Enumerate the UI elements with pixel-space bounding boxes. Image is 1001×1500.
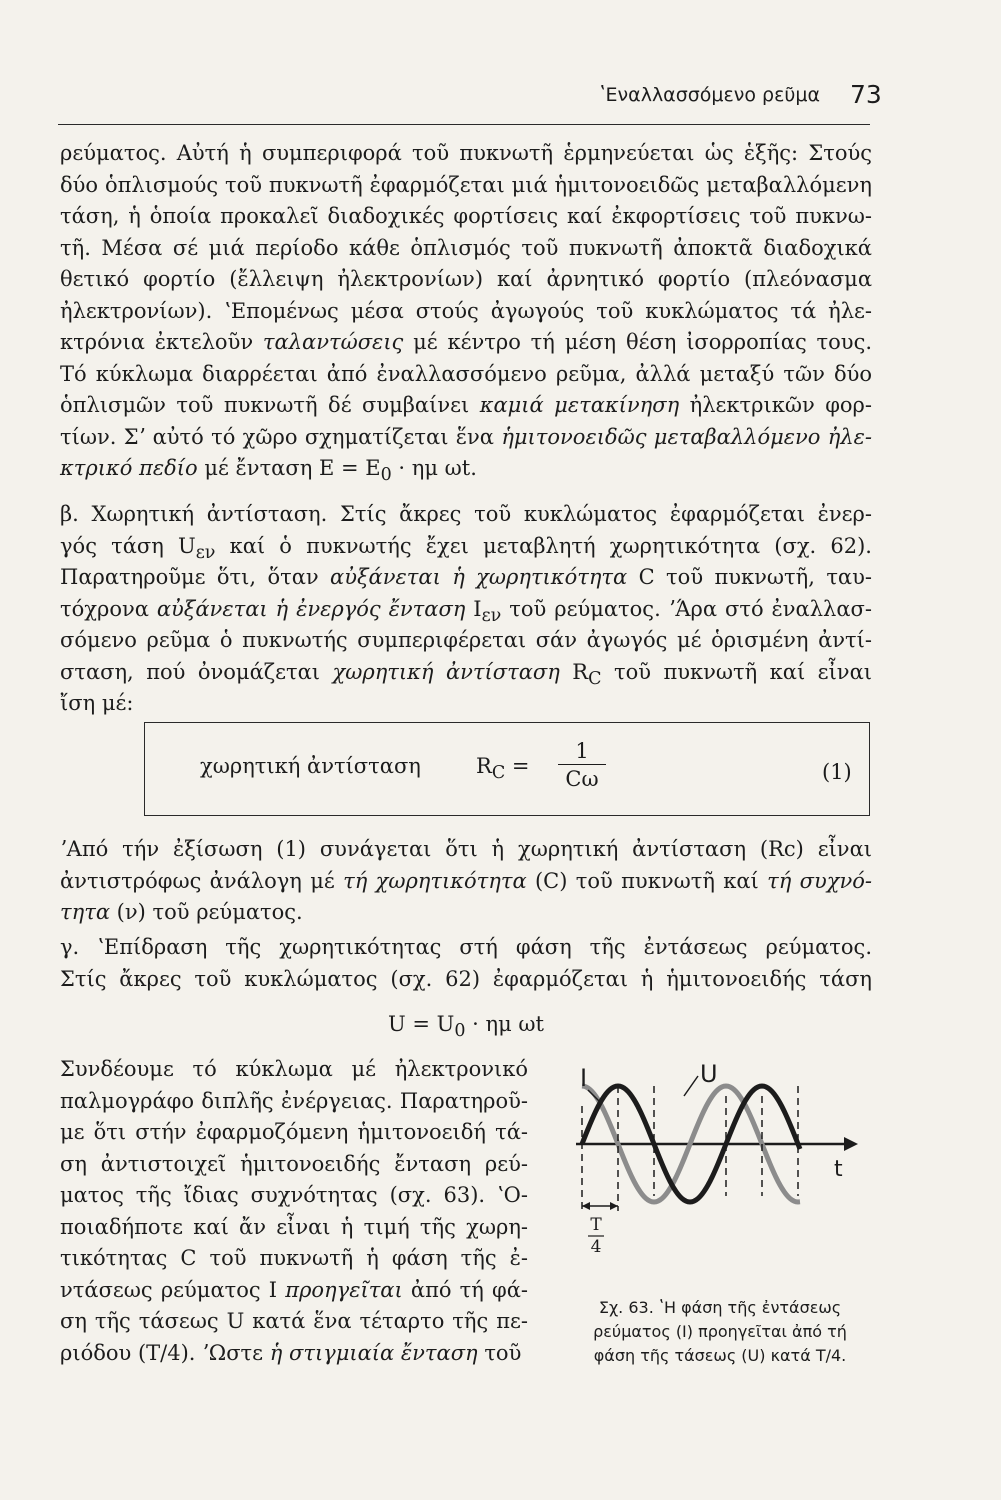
text-line: τάση, ἡ ὁποία προκαλεῖ διαδοχικές φορτίσεις καί ἐκφορτίσεις τοῦ πυκνω-	[60, 204, 872, 228]
text-line: ση τῆς τάσεως U κατά ἕνα τέταρτο τῆς πε-	[60, 1309, 528, 1333]
fraction-bar	[558, 764, 606, 765]
marker-arrow-right	[610, 1202, 618, 1210]
text-line: ἴση μέ:	[60, 691, 134, 715]
fraction-4: 4	[590, 1237, 602, 1257]
text-line: ματος τῆς ἴδιας συχνότητας (σχ. 63). ʽΟ-	[60, 1183, 528, 1207]
text-line: κτρόνια ἐκτελοῦν ταλαντώσεις μέ κέντρο τή μέση θέση ἰσορροπίας τους.	[60, 330, 873, 354]
text-line: ποιαδήποτε καί ἄν εἶναι ἡ τιμή τῆς χωρη-	[60, 1214, 528, 1239]
numerator: 1	[575, 739, 589, 763]
text-line: Στίς ἄκρες τοῦ κυκλώματος (σχ. 62) ἐφαρμόζεται ἡ ἡμιτονοειδής τάση	[60, 966, 872, 991]
figure-caption-line: ρεύματος (I) προηγεῖται ἀπό τή	[593, 1322, 847, 1341]
text-line: γός τάση $U_{\varepsilon\nu}$ καί ὁ πυκνωτής ἔχει μεταβλητή χωρητικότητα (σχ. 62).	[60, 533, 872, 563]
equation-label: χωρητική ἀντίσταση	[200, 754, 421, 778]
page-number: 73	[850, 80, 882, 109]
text-line: τίων. Σʼ αὐτό τό χῶρο σχηματίζεται ἕνα ἡμιτονοειδῶς μεταβαλλόμενο ἠλε-	[60, 424, 872, 449]
text-line: σταση, πού ὀνομάζεται χωρητική ἀντίσταση $R_C$ τοῦ πυκνωτῆ καί εἶναι	[60, 659, 872, 689]
running-header-title: ʽΕναλλασσόμενο ρεῦμα	[599, 84, 820, 106]
label-current-I: I	[580, 1064, 588, 1092]
denominator: Cω	[565, 767, 599, 791]
figure-caption-line: Σχ. 63. ʽΗ φάση τῆς ἐντάσεως	[598, 1298, 842, 1317]
text-line: τόχρονα αὐξάνεται ἡ ἐνεργός ἔνταση $I_{\varepsilon\nu}$ τοῦ ρεύματος. ʼΆρα στό ἐναλλασ-	[60, 596, 872, 626]
label-U-leader	[684, 1076, 698, 1096]
equation-lhs: $R_C$ =	[476, 754, 530, 784]
text-line: Συνδέουμε τό κύκλωμα μέ ἠλεκτρονικό	[60, 1057, 528, 1081]
text-line: ντάσεως ρεύματος I προηγεῖται ἀπό τή φά-	[60, 1277, 528, 1302]
figure-63-phase-diagram	[560, 1046, 870, 1286]
text-line: Τό κύκλωμα διαρρέεται ἀπό ἐναλλασσόμενο ρεῦμα, ἀλλά μεταξύ τῶν δύο	[60, 361, 872, 386]
label-time-t: t	[834, 1157, 843, 1182]
text-line: με ὅτι στήν ἐφαρμοζόμενη ἡμιτονοειδή τά-	[60, 1120, 528, 1144]
text-line: ρεύματος. Αὐτή ἡ συμπεριφορά τοῦ πυκνωτῆ ἑρμηνεύεται ὡς ἑξῆς: Στούς	[60, 141, 872, 165]
section-heading-b: β. Χωρητική ἀντίσταση. Στίς ἄκρες τοῦ κυκλώματος ἐφαρμόζεται ἐνερ-	[60, 502, 872, 526]
header-rule	[58, 124, 870, 125]
text-line: παλμογράφο διπλῆς ἐνέργειας. Παρατηροῦ-	[60, 1088, 528, 1113]
marker-arrow-left	[582, 1202, 590, 1210]
text-line: ὁπλισμῶν τοῦ πυκνωτῆ δέ συμβαίνει καμιά μετακίνηση ἠλεκτρικῶν φορ-	[60, 393, 872, 417]
text-line: ἠλεκτρονίων). ʽΕπομένως μέσα στούς ἀγωγούς τοῦ κυκλώματος τά ἠλε-	[60, 298, 872, 323]
equation-number: (1)	[822, 760, 852, 784]
text-line: τῆ. Μέσα σέ μιά περίοδο κάθε ὁπλισμός τοῦ πυκνωτῆ ἀποκτᾶ διαδοχικά	[60, 235, 872, 260]
text-line: σόμενο ρεῦμα ὁ πυκνωτής συμπεριφέρεται σάν ἀγωγός μέ ὁρισμένη ἀντί-	[60, 628, 872, 652]
text-line: δύο ὁπλισμούς τοῦ πυκνωτῆ ἐφαρμόζεται μιά ἡμιτονοειδῶς μεταβαλλόμενη	[60, 172, 872, 197]
text-line: θετικό φορτίο (ἔλλειψη ἠλεκτρονίων) καί ἀρνητικό φορτίο (πλεόνασμα	[60, 267, 872, 291]
fraction-T: T	[590, 1215, 602, 1235]
text-line: ριόδου (Τ/4). ʼΩστε ἡ στιγμιαία ἔνταση τοῦ	[60, 1340, 522, 1365]
figure-caption-line: φάση τῆς τάσεως (U) κατά Τ/4.	[593, 1346, 847, 1365]
equation-fraction	[558, 740, 606, 791]
text-line: κτρικό πεδίο μέ ἔνταση $E = E_0 \cdot \eta\mu$ ωt.	[60, 456, 477, 486]
text-line: τικότητας C τοῦ πυκνωτῆ ἡ φάση τῆς ἐ-	[60, 1246, 528, 1270]
text-line: ση ἀντιστοιχεῖ ἡμιτονοειδής ἔνταση ρεύ-	[60, 1151, 528, 1176]
voltage-formula: $U = U_0 \cdot \eta\mu$ ωt	[388, 1012, 544, 1042]
time-axis-arrow	[844, 1137, 858, 1151]
text-line: Παρατηροῦμε ὅτι, ὅταν αὐξάνεται ἡ χωρητικότητα C τοῦ πυκνωτῆ, ταυ-	[60, 565, 872, 589]
text-line: ʼΑπό τήν ἐξίσωση (1) συνάγεται ὅτι ἡ χωρητική ἀντίσταση (Rc) εἶναι	[60, 837, 872, 861]
section-heading-c: γ. ʽΕπίδραση τῆς χωρητικότητας στή φάση τῆς ἐντάσεως ρεύματος.	[60, 935, 872, 959]
text-line: τητα (ν) τοῦ ρεύματος.	[60, 900, 303, 924]
label-voltage-U: U	[700, 1060, 718, 1088]
text-line: ἀντιστρόφως ἀνάλογη μέ τή χωρητικότητα (C) τοῦ πυκνωτῆ καί τή συχνό-	[60, 868, 872, 893]
